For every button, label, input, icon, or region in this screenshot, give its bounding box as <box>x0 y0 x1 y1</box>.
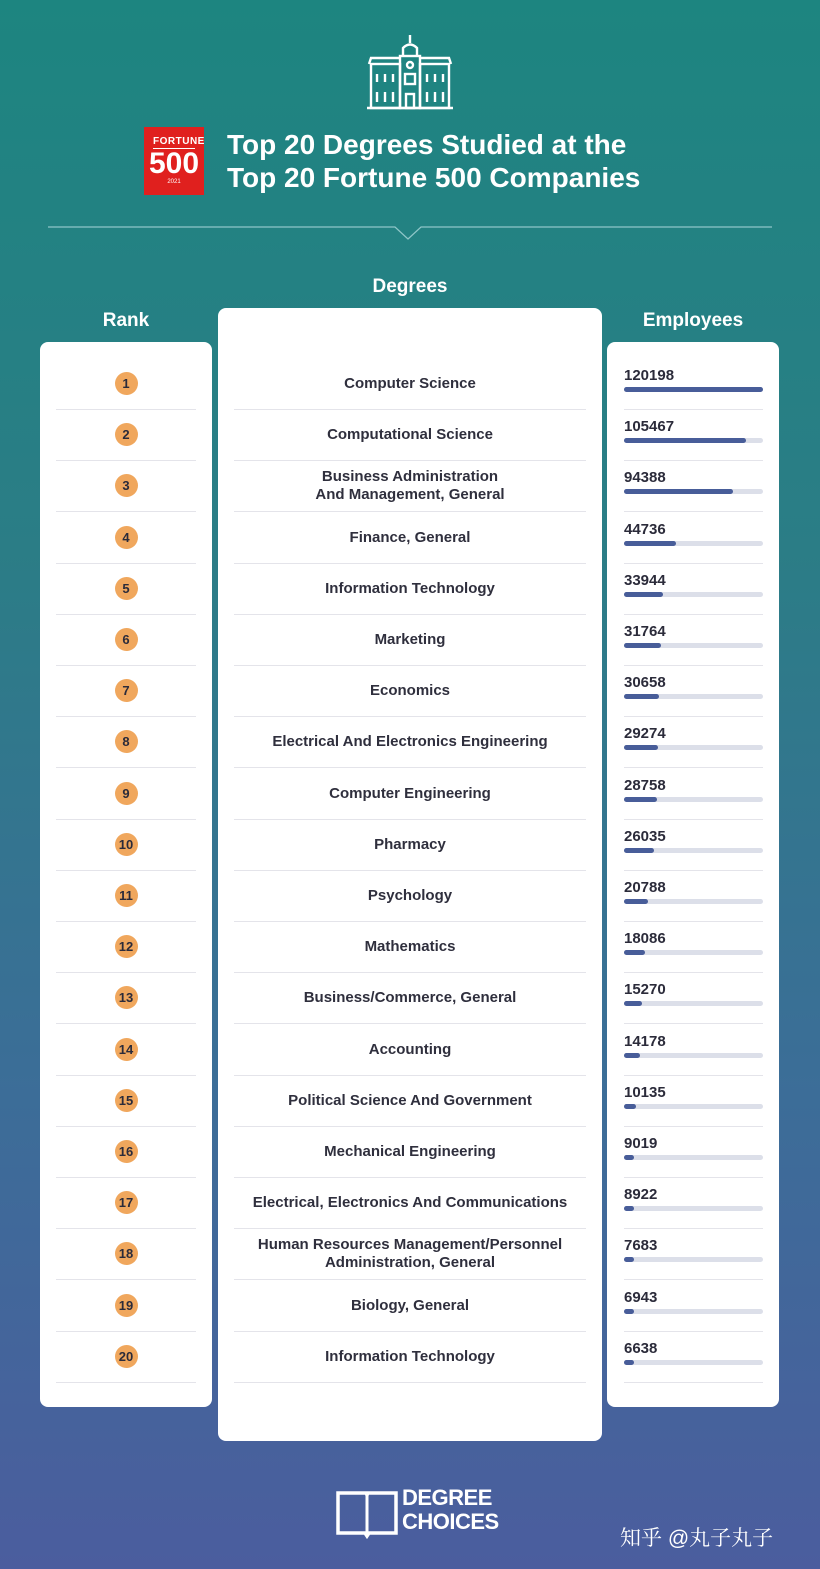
degree-cell <box>234 512 586 564</box>
rank-cell <box>56 1280 196 1332</box>
employees-value: 8922 <box>624 1186 658 1203</box>
employees-bar-track <box>624 592 763 597</box>
brand-line2: CHOICES <box>402 1509 499 1534</box>
logo-line3: 2021 <box>167 179 181 185</box>
employees-bar-track <box>624 1257 763 1262</box>
degree-cell <box>234 1024 586 1076</box>
degree-cell <box>234 614 586 666</box>
employees-bar-track <box>624 643 763 648</box>
degree-cell <box>234 665 586 717</box>
employees-value: 31764 <box>624 623 666 640</box>
fortune-500-logo <box>144 127 204 195</box>
rank-cell <box>56 768 196 820</box>
degree-cell <box>234 972 586 1024</box>
employees-value: 30658 <box>624 674 666 691</box>
employees-bar-track <box>624 1053 763 1058</box>
degree-label: Psychology <box>367 886 453 904</box>
degree-cell <box>234 1075 586 1127</box>
employees-value: 9019 <box>624 1135 658 1152</box>
rank-cell <box>56 1075 196 1127</box>
degrees-column-header: Degrees <box>372 276 448 297</box>
degree-label: Computer Science <box>344 374 476 392</box>
rank-cell <box>56 921 196 973</box>
degree-label: Business Administration And Management, General <box>315 467 505 503</box>
rank-badge: 7 <box>115 679 138 702</box>
employees-cell <box>624 665 763 717</box>
brand-line1: DEGREE <box>402 1485 492 1510</box>
degree-label: Electrical, Electronics And Communications <box>252 1193 568 1211</box>
employees-value: 6638 <box>624 1340 658 1357</box>
employees-value: 14178 <box>624 1033 666 1050</box>
employees-bar <box>624 1001 642 1006</box>
building-icon <box>367 34 453 110</box>
employees-cell <box>624 1331 763 1383</box>
degree-label: Finance, General <box>349 528 471 546</box>
employees-bar-track <box>624 1309 763 1314</box>
employees-column-header: Employees <box>642 310 744 331</box>
rank-column-header: Rank <box>102 310 150 331</box>
employees-value: 120198 <box>624 367 675 384</box>
employees-cell <box>624 768 763 820</box>
employees-cell <box>624 921 763 973</box>
degree-cell <box>234 1126 586 1178</box>
rank-cell <box>56 460 196 512</box>
employees-value: 6943 <box>624 1289 658 1306</box>
rank-badge: 3 <box>115 474 138 497</box>
employees-bar-track <box>624 1360 763 1365</box>
rank-cell <box>56 716 196 768</box>
employees-bar-track <box>624 1206 763 1211</box>
employees-bar-track <box>624 489 763 494</box>
employees-bar-track <box>624 1155 763 1160</box>
degree-label: Political Science And Government <box>288 1091 532 1109</box>
degree-label: Accounting <box>368 1040 452 1058</box>
employees-cell <box>624 614 763 666</box>
rank-badge: 17 <box>115 1191 138 1214</box>
employees-bar <box>624 1155 634 1160</box>
degree-cell <box>234 819 586 871</box>
employees-bar <box>624 592 663 597</box>
employees-value: 29274 <box>624 725 666 742</box>
employees-value: 33944 <box>624 572 666 589</box>
employees-value: 20788 <box>624 879 666 896</box>
employees-bar-track <box>624 387 763 392</box>
degree-label: Business/Commerce, General <box>303 988 517 1006</box>
rank-badge: 4 <box>115 526 138 549</box>
rank-badge: 12 <box>115 935 138 958</box>
rank-badge: 9 <box>115 782 138 805</box>
employees-value: 15270 <box>624 981 666 998</box>
watermark: 知乎 @丸子丸子 <box>620 1527 774 1550</box>
degree-label: Human Resources Management/Personnel Administration, General <box>257 1235 563 1271</box>
employees-bar-track <box>624 899 763 904</box>
degree-label: Economics <box>369 681 451 699</box>
rank-cell <box>56 1126 196 1178</box>
employees-bar <box>624 899 648 904</box>
rank-cell <box>56 1331 196 1383</box>
employees-bar <box>624 541 676 546</box>
rank-cell <box>56 512 196 564</box>
employees-bar-track <box>624 745 763 750</box>
degree-label: Biology, General <box>350 1296 470 1314</box>
rank-cell <box>56 409 196 461</box>
degree-cell <box>234 460 586 512</box>
employees-value: 10135 <box>624 1084 666 1101</box>
employees-bar <box>624 1104 636 1109</box>
page-title <box>227 128 747 194</box>
employees-cell <box>624 1228 763 1280</box>
rank-badge: 19 <box>115 1294 138 1317</box>
employees-bar-track <box>624 1001 763 1006</box>
rank-badge: 14 <box>115 1038 138 1061</box>
rank-cell <box>56 1177 196 1229</box>
employees-bar-track <box>624 541 763 546</box>
employees-bar <box>624 1360 634 1365</box>
rank-badge: 1 <box>115 372 138 395</box>
employees-bar <box>624 694 659 699</box>
rank-badge: 6 <box>115 628 138 651</box>
employees-cell <box>624 716 763 768</box>
employees-bar-track <box>624 694 763 699</box>
header-divider <box>48 218 772 242</box>
employees-bar <box>624 950 645 955</box>
rank-cell <box>56 819 196 871</box>
degree-cell <box>234 1228 586 1280</box>
employees-value: 28758 <box>624 777 666 794</box>
rank-cell <box>56 1228 196 1280</box>
employees-cell <box>624 1024 763 1076</box>
employees-bar-track <box>624 848 763 853</box>
employees-value: 26035 <box>624 828 666 845</box>
employees-value: 18086 <box>624 930 666 947</box>
rank-cell <box>56 563 196 615</box>
employees-bar <box>624 438 746 443</box>
degree-cell <box>234 358 586 410</box>
title-line2: Top 20 Fortune 500 Companies <box>227 162 641 193</box>
degree-cell <box>234 921 586 973</box>
degree-label: Pharmacy <box>374 835 446 853</box>
degree-label: Computational Science <box>327 425 493 443</box>
employees-cell <box>624 460 763 512</box>
employees-bar <box>624 1309 634 1314</box>
degree-label: Electrical And Electronics Engineering <box>272 732 548 750</box>
rank-badge: 5 <box>115 577 138 600</box>
employees-cell <box>624 972 763 1024</box>
rank-cell <box>56 1024 196 1076</box>
employees-bar <box>624 643 661 648</box>
employees-bar <box>624 1053 640 1058</box>
employees-bar <box>624 848 654 853</box>
degree-cell <box>234 1280 586 1332</box>
employees-cell <box>624 358 763 410</box>
rank-badge: 8 <box>115 730 138 753</box>
employees-cell <box>624 1280 763 1332</box>
degree-label: Marketing <box>374 630 446 648</box>
employees-bar-track <box>624 438 763 443</box>
rank-badge: 2 <box>115 423 138 446</box>
rank-badge: 15 <box>115 1089 138 1112</box>
employees-cell <box>624 409 763 461</box>
degree-label: Mechanical Engineering <box>324 1142 496 1160</box>
rank-cell <box>56 870 196 922</box>
employees-bar <box>624 1257 634 1262</box>
degree-cell <box>234 1177 586 1229</box>
rank-badge: 11 <box>115 884 138 907</box>
degree-label: Information Technology <box>325 579 495 597</box>
logo-line1: FORTUNE <box>153 136 205 147</box>
rank-cell <box>56 358 196 410</box>
degree-cell <box>234 409 586 461</box>
employees-value: 7683 <box>624 1237 658 1254</box>
employees-bar <box>624 489 733 494</box>
rank-badge: 18 <box>115 1242 138 1265</box>
employees-bar-track <box>624 797 763 802</box>
degree-choices-logo <box>402 1486 499 1534</box>
employees-bar <box>624 745 658 750</box>
rank-cell <box>56 972 196 1024</box>
degree-label: Computer Engineering <box>329 784 491 802</box>
employees-cell <box>624 819 763 871</box>
degree-cell <box>234 563 586 615</box>
degree-cell <box>234 870 586 922</box>
employees-bar-track <box>624 1104 763 1109</box>
degree-cell <box>234 1331 586 1383</box>
title-line1: Top 20 Degrees Studied at the <box>227 129 627 160</box>
employees-bar-track <box>624 950 763 955</box>
rank-badge: 10 <box>115 833 138 856</box>
employees-cell <box>624 512 763 564</box>
employees-cell <box>624 1075 763 1127</box>
rank-cell <box>56 665 196 717</box>
rank-cell <box>56 614 196 666</box>
employees-bar <box>624 797 657 802</box>
degree-cell <box>234 716 586 768</box>
rank-badge: 13 <box>115 986 138 1009</box>
employees-value: 94388 <box>624 469 666 486</box>
employees-bar <box>624 387 763 392</box>
employees-cell <box>624 1177 763 1229</box>
degree-label: Information Technology <box>325 1347 495 1365</box>
employees-value: 44736 <box>624 521 666 538</box>
employees-cell <box>624 870 763 922</box>
rank-badge: 16 <box>115 1140 138 1163</box>
employees-value: 105467 <box>624 418 675 435</box>
employees-cell <box>624 1126 763 1178</box>
degree-cell <box>234 768 586 820</box>
employees-bar <box>624 1206 634 1211</box>
logo-line2: 500 <box>148 147 200 180</box>
degree-label: Mathematics <box>364 937 456 955</box>
employees-cell <box>624 563 763 615</box>
rank-badge: 20 <box>115 1345 138 1368</box>
